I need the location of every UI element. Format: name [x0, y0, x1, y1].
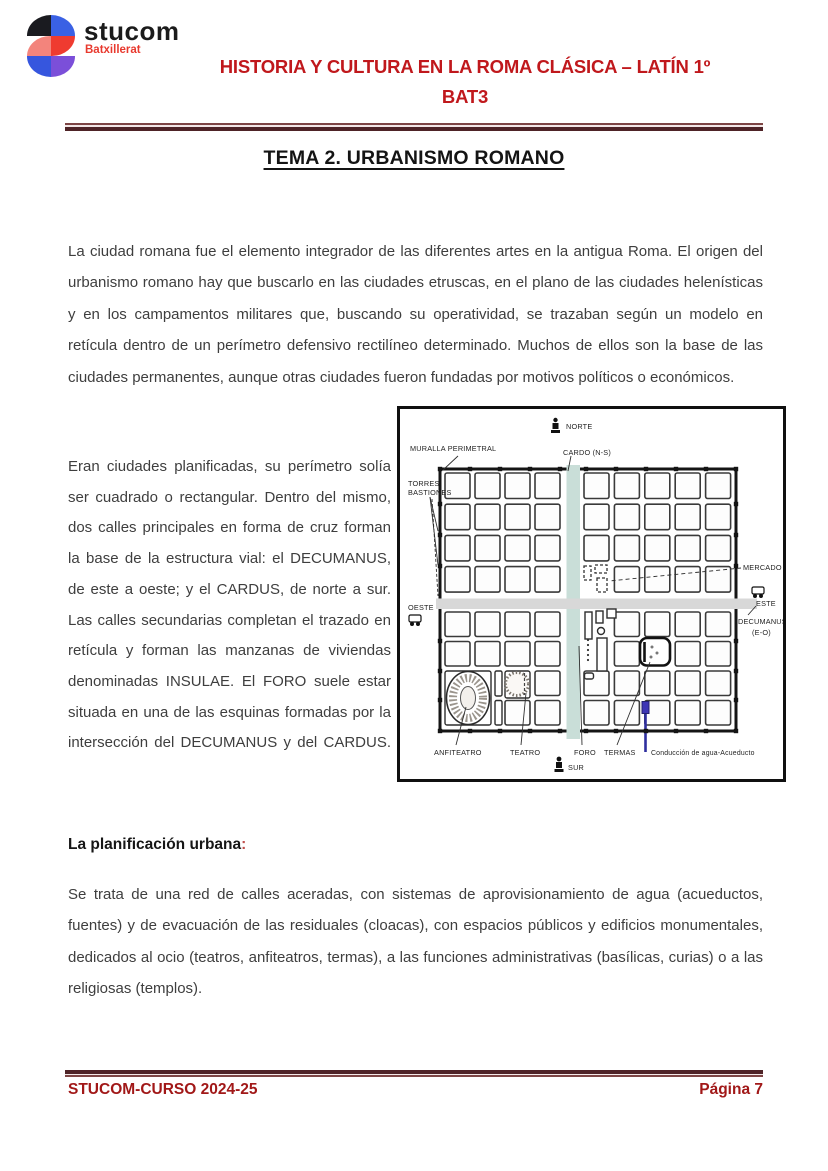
course-title-line1: HISTORIA Y CULTURA EN LA ROMA CLÁSICA – LATÍN 1º	[219, 56, 711, 77]
intro-paragraph: La ciudad romana fue el elemento integrador de las diferentes artes en la antigua Roma. El origen del urbanismo romano hay que buscarlo en las ciudades etruscas, en el plano de las ciudades helenísticas y en los campamentos militares que, buscando su operatividad, se trazaban según un modelo en retícula dentro de un perímetro defensivo rectilíneo determinado. Muchos de ellos son la base de las ciudades permanentes, aunque otras ciudades fueron fundadas por motivos políticos o económicos.	[68, 243, 763, 386]
label-sur: SUR	[568, 763, 585, 772]
label-decumanus-dir: (E-O)	[752, 628, 771, 637]
norte-figure-icon	[551, 418, 560, 433]
label-anfiteatro: ANFITEATRO	[434, 748, 482, 757]
label-torres: TORRES	[408, 479, 440, 488]
label-mercado: MERCADO	[743, 563, 782, 572]
este-gate-icon	[752, 587, 764, 598]
footer-course: STUCOM-CURSO 2024-25	[68, 1081, 258, 1098]
decumanus-street	[436, 599, 757, 610]
section-heading-colon: :	[241, 836, 247, 853]
planning-paragraph: Se trata de una red de calles aceradas, con sistemas de aprovisionamiento de agua (acueductos, fuentes) y de evacuación de las residuales (cloacas), con espacios públicos y edificios monumentales, dedicados al ocio (teatros, anfiteatros, termas), a las funciones administrativas (basílicas, curias) o a las religiosas (templos).	[68, 886, 763, 998]
label-oeste: OESTE	[408, 603, 434, 612]
logo-cell	[51, 15, 75, 36]
market-icon	[584, 565, 607, 592]
amphitheatre-icon	[447, 672, 490, 725]
footer-divider	[65, 1070, 763, 1077]
label-este: ESTE	[756, 599, 776, 608]
footer-page-number: Página 7	[699, 1081, 763, 1098]
roman-city-plan-figure	[397, 406, 786, 782]
narrow-block	[495, 671, 502, 696]
planned-cities-paragraph: Eran ciudades planificadas, su perímetro solía ser cuadrado o rectangular. Dentro del mismo, dos calles principales en forma de cruz forman la base de la estructura vial: el DECUMANUS, de este a oeste; y el CARDUS, de norte a sur. Las calles secundarias completan el trazado en retícula y forman las manzanas de viviendas denominadas INSULAE. El FORO suele estar situada en una de las esquinas formadas por la intersección del DECUMANUS y del CARDUS.	[68, 458, 391, 752]
label-foro: FORO	[574, 748, 596, 757]
label-decumanus: DECUMANUS	[738, 617, 783, 626]
baths-icon	[640, 638, 670, 666]
section-heading	[68, 836, 246, 854]
aqueduct-icon	[642, 702, 649, 753]
course-title-line2: BAT3	[441, 86, 489, 107]
logo-cell	[27, 56, 51, 77]
roman-city-plan-svg	[400, 409, 783, 779]
logo-cell	[51, 36, 75, 57]
forum-icon	[585, 609, 617, 679]
logo-cell	[27, 36, 51, 57]
label-acueducto: Conducción de agua-Acueducto	[651, 750, 755, 757]
oeste-gate-icon	[409, 615, 421, 626]
header-divider	[65, 123, 763, 131]
logo-wordmark: stucom	[84, 16, 180, 46]
narrow-block	[495, 701, 502, 726]
course-title	[102, 52, 828, 112]
logo-cell	[51, 56, 75, 77]
sur-figure-icon	[555, 757, 564, 772]
section-heading-text: La planificación urbana	[68, 836, 242, 853]
label-teatro: TEATRO	[510, 748, 541, 757]
stucom-logo-icon	[27, 15, 75, 77]
label-norte: NORTE	[566, 422, 593, 431]
label-muralla: MURALLA PERIMETRAL	[410, 444, 497, 453]
label-termas: TERMAS	[604, 748, 636, 757]
page-title: TEMA 2. URBANISMO ROMANO	[263, 147, 565, 169]
theatre-icon	[506, 673, 529, 696]
logo-subtitle: Batxillerat	[85, 44, 141, 56]
label-bastiones: BASTIONES	[408, 488, 452, 497]
logo-cell	[27, 15, 51, 36]
label-cardo: CARDO (N-S)	[563, 448, 612, 457]
